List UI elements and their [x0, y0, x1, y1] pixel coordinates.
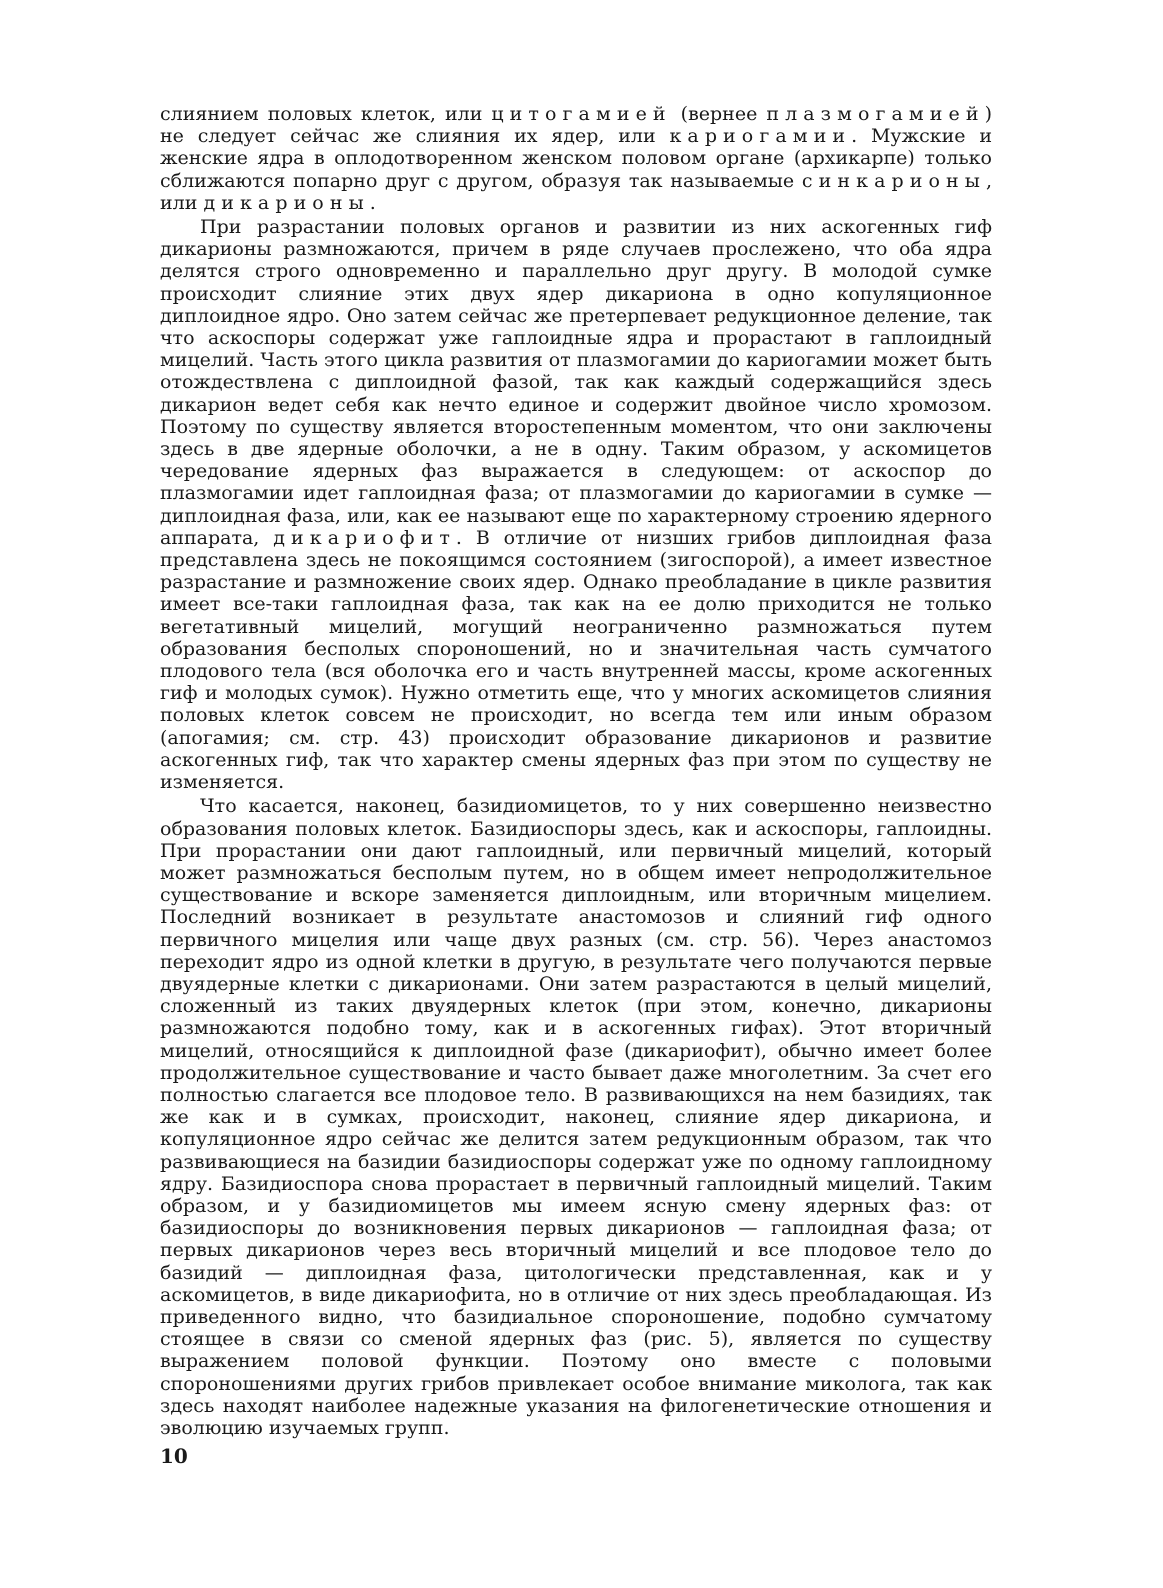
text-segment: , или: [160, 169, 992, 214]
text-segment: . Мужские и женские ядра в оплодотворенном женском половом органе (архикарпе) только сближаются попарно друг с другом, образуя так называемые: [160, 125, 992, 192]
text-segment: . В отличие от низших грибов диплоидная фаза представлена здесь не покоящимся состоянием (зигоспорой), а имеет известное разрастание и размножение своих ядер. Однако преобладание в цикле развития имеет все-таки гаплоидная фаза, так как на ее долю приходится не только вегетативный мицелий, могущий неограниченно размножаться путем образования бесполых спороношений, но и значительная часть сумчатого плодового тела (вся оболочка его и часть внутренней массы, кроме аскогенных гиф и молодых сумок). Нужно отметить еще, что у многих аскомицетов слияния половых клеток совсем не происходит, но всегда тем или иным образом (апогамия; см. стр. 43) происходит образование дикарионов и развитие аскогенных гиф, так что характер смены ядерных фаз при этом по существу не изменяется.: [160, 526, 993, 794]
text-segment: ) не следует сейчас же слияния их ядер, или: [160, 103, 992, 148]
spaced-term-synkaryons: синкарионы: [801, 169, 986, 192]
spaced-term-dikaryons: дикарионы: [203, 191, 370, 214]
page-body: [160, 103, 992, 1439]
paragraph-3: [160, 795, 992, 1439]
spaced-term-cytogamy: цитогамией: [491, 103, 672, 125]
spaced-term-dikaryophyte: дикариофит: [273, 526, 456, 549]
text-segment: При разрастании половых органов и развитии из них аскогенных гиф дикарионы размножаются, причем в ряде случаев прослежено, что оба ядра делятся строго одновременно и параллельно друг другу. В молодой сумке происходит слияние этих двух ядер дикариона в одно копуляционное диплоидное ядро. Оно затем сейчас же претерпевает редукционное деление, так что аскоспоры содержат уже гаплоидные ядра и прорастают в гаплоидный мицелий. Часть этого цикла развития от плазмогамии до кариогамии может быть отождествлена с диплоидной фазой, так как каждый содержащийся здесь дикарион ведет себя как нечто единое и содержит двойное число хромозом. Поэтому по существу является второстепенным моментом, что они заключены здесь в две ядерные оболочки, а не в одну. Таким образом, у аскомицетов чередование ядерных фаз выражается в следующем: от аскоспор до плазмогамии идет гаплоидная фаза; от плазмогамии до кариогамии в сумке — диплоидная фаза, или, как ее называют еще по характерному строению ядерного аппарата,: [160, 216, 992, 549]
text-segment: слиянием половых клеток, или: [160, 103, 492, 125]
spaced-term-karyogamy: кариогамии: [669, 125, 852, 148]
text-segment: Что касается, наконец, базидиомицетов, то у них совершенно неизвестно образования половых клеток. Базидиоспоры здесь, как и аскоспоры, гаплоидны. При прорастании они дают гаплоидный, или первичный мицелий, который может размножаться бесполым путем, но в общем имеет непродолжительное существование и вскоре заменяется диплоидным, или вторичным мицелием. Последний возникает в результате анастомозов и слияний гиф одного первичного мицелия или чаще двух разных (см. стр. 56). Через анастомоз переходит ядро из одной клетки в другую, в результате чего получаются первые двуядерные клетки с дикарионами. Они затем разрастаются в целый мицелий, сложенный из таких двуядерных клеток (при этом, конечно, дикарионы размножаются подобно тому, как и в аскогенных гифах). Этот вторичный мицелий, относящийся к диплоидной фазе (дикариофит), обычно имеет более продолжительное существование и часто бывает даже многолетним. За счет его полностью слагается все плодовое тело. В развивающихся на нем базидиях, так же как и в сумках, происходит, наконец, слияние ядер дикариона, и копуляционное ядро сейчас же делится затем редукционным образом, так что развивающиеся на базидии базидиоспоры содержат уже по одному гаплоидному ядру. Базидиоспора снова прорастает в первичный гаплоидный мицелий. Таким образом, и у базидиомицетов мы имеем ясную смену ядерных фаз: от базидиоспоры до возникновения первых дикарионов — гаплоидная фаза; от первых дикарионов через весь вторичный мицелий и все плодовое тело до базидий — диплоидная фаза, цитологически представленная, как и у аскомицетов, в виде дикариофита, но в отличие от них здесь преобладающая. Из приведенного видно, что базидиальное спороношение, подобно сумчатому стоящее в связи со сменой ядерных фаз (рис. 5), является по существу выражением половой функции. Поэтому оно вместе с половыми спороношениями других грибов привлекает особое внимание миколога, так как здесь находят наиболее надежные указания на филогенетические отношения и эволюцию изучаемых групп.: [160, 795, 992, 1439]
spaced-term-plasmogamy: плазмогамией: [766, 103, 985, 125]
page-number: 10: [160, 1444, 188, 1468]
text-segment: (вернее: [671, 103, 767, 125]
text-segment: .: [369, 191, 376, 214]
paragraph-1: [160, 103, 992, 214]
paragraph-2: [160, 216, 992, 793]
